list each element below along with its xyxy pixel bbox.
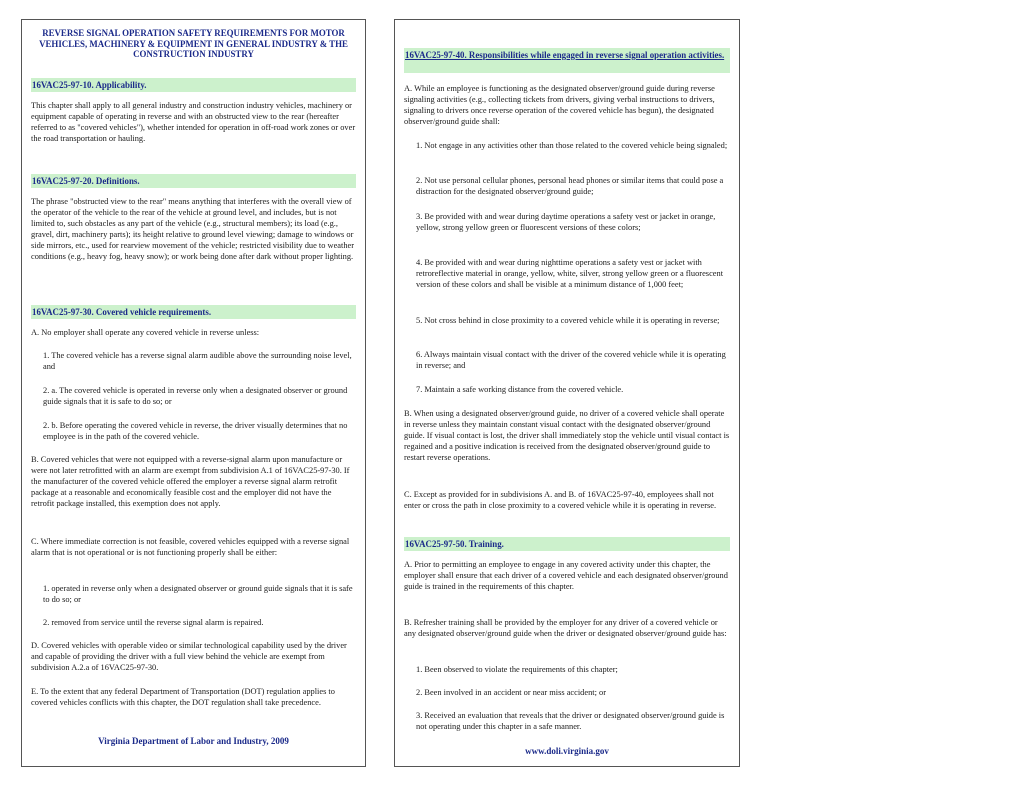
training-item-3: 3. Received an evaluation that reveals that the driver or designated observer/ground guide is not operating under this chapter in a safe manner. (416, 711, 725, 731)
responsibilities-item-7: 7. Maintain a safe working distance from the covered vehicle. (416, 385, 624, 394)
training-para-a: A. Prior to permitting an employee to engage in any covered activity under this chapter, the employer shall ensure that each driver of a covered vehicle and each designated observer/ground guide is trained in the requirements of this chapter. (404, 560, 728, 591)
training-para-b: B. Refresher training shall be provided by the employer for any driver of a covered vehicle or any designated observer/ground guide when the driver or designated observer/ground guide has: (404, 618, 727, 638)
covered-vehicle-item-c2: 2. removed from service until the reverse signal alarm is repaired. (43, 618, 264, 627)
covered-vehicle-item-c1: 1. operated in reverse only when a designated observer or ground guide signals that it is safe to do so; or (43, 584, 353, 604)
responsibilities-para-c: C. Except as provided for in subdivisions A. and B. of 16VAC25-97-40, employees shall not enter or cross the path in close proximity to a covered vehicle while it is operating in reverse. (404, 490, 717, 510)
covered-vehicle-item-a2b: 2. b. Before operating the covered vehicle in reverse, the driver visually determines that no employee is in the path of the covered vehicle. (43, 421, 348, 441)
section-heading-definitions: 16VAC25-97-20. Definitions. (31, 174, 356, 188)
applicability-text: This chapter shall apply to all general industry and construction industry vehicles, machinery or equipment capable of operating in reverse and with an obstructed view to the rear (hereafter referred to as "covered vehicles"), whether intended for operation in off-road work zones or over the road transportation or hauling. (31, 101, 356, 143)
responsibilities-item-6: 6. Always maintain visual contact with the driver of the covered vehicle while it is operating in reverse; and (416, 350, 726, 370)
right-page-panel (394, 19, 740, 767)
responsibilities-item-1: 1. Not engage in any activities other than those related to the covered vehicle being signaled; (416, 141, 728, 150)
section-heading-applicability: 16VAC25-97-10. Applicability. (31, 78, 356, 92)
covered-vehicle-para-d: D. Covered vehicles with operable video or similar technological capability used by the driver and capable of providing the driver with a full view behind the vehicle are exempt from subdivision A.2.a of 16VAC25-97-30. (31, 641, 347, 672)
left-footer: Virginia Department of Labor and Industry, 2009 (98, 736, 289, 746)
responsibilities-item-2: 2. Not use personal cellular phones, personal head phones or similar items that could pose a distraction for the designated observer/ground guide; (416, 176, 724, 196)
covered-vehicle-para-c: C. Where immediate correction is not feasible, covered vehicles equipped with a reverse signal alarm that is not operational or is not functioning properly shall be either: (31, 537, 350, 557)
section-heading-covered-vehicle: 16VAC25-97-30. Covered vehicle requirements. (31, 305, 356, 319)
responsibilities-para-a: A. While an employee is functioning as the designated observer/ground guide during reverse signaling activities (e.g., collecting tickets from drivers, giving verbal instructions to drivers, signaling to drivers once reverse operation of the covered vehicle has begun), the designated observer/ground guide shall: (404, 84, 715, 126)
left-page-panel (21, 19, 366, 767)
training-item-2: 2. Been involved in an accident or near miss accident; or (416, 688, 606, 697)
covered-vehicle-para-e: E. To the extent that any federal Department of Transportation (DOT) regulation applies to covered vehicles conflicts with this chapter, the DOT regulation shall take precedence. (31, 687, 335, 707)
covered-vehicle-item-a1: 1. The covered vehicle has a reverse signal alarm audible above the surrounding noise level, and (43, 351, 352, 371)
definitions-text: The phrase "obstructed view to the rear" means anything that interferes with the overall view of the operator of the vehicle to the rear of the vehicle at ground level, and includes, but is not limited to, such obstacles as any part of the vehicle (e.g., structural members); its load (e.g., gravel, dirt, machinery parts); its height relative to ground level viewing; damage to windows or side mirrors, etc., used for rearview movement of the vehicle; restricted visibility due to weather conditions (e.g., heavy fog, heavy snow); or work being done after dark without proper lighting. (31, 197, 355, 261)
covered-vehicle-item-a2a: 2. a. The covered vehicle is operated in reverse only when a designated observer or ground guide signals that it is safe to do so; or (43, 386, 348, 406)
document-title: REVERSE SIGNAL OPERATION SAFETY REQUIREMENTS FOR MOTOR VEHICLES, MACHINERY & EQUIPMENT IN GENERAL INDUSTRY & THE CONSTRUCTION INDUSTRY (39, 28, 348, 60)
right-footer: www.doli.virginia.gov (525, 746, 609, 756)
responsibilities-item-4: 4. Be provided with and wear during nighttime operations a safety vest or jacket with retroreflective material in orange, yellow, white, silver, strong yellow green or a fluorescent version of these colors and shall be visible at a minimum distance of 1,000 feet; (416, 258, 724, 289)
covered-vehicle-para-a: A. No employer shall operate any covered vehicle in reverse unless: (31, 328, 260, 337)
section-heading-training: 16VAC25-97-50. Training. (404, 537, 730, 551)
covered-vehicle-para-b: B. Covered vehicles that were not equipped with a reverse-signal alarm upon manufacture or were not later retrofitted with an alarm are exempt from subdivision A.1 of 16VAC25-97-30. If the manufacturer of the covered vehicle offered the employer a reverse signal alarm retrofit package at a reasonable and economically feasible cost and the employer did not have the retrofit package installed, this exemption does not apply. (31, 455, 350, 508)
responsibilities-item-3: 3. Be provided with and wear during daytime operations a safety vest or jacket in orange, yellow, strong yellow green or fluorescent versions of these colors; (416, 212, 716, 232)
responsibilities-item-5: 5. Not cross behind in close proximity to a covered vehicle while it is operating in reverse; (416, 316, 720, 325)
training-item-1: 1. Been observed to violate the requirements of this chapter; (416, 665, 618, 674)
section-heading-responsibilities: 16VAC25-97-40. Responsibilities while engaged in reverse signal operation activities. (404, 48, 730, 73)
responsibilities-para-b: B. When using a designated observer/ground guide, no driver of a covered vehicle shall operate in reverse unless they maintain constant visual contact with the designated observer/ground guide. If visual contact is lost, the driver shall immediately stop the vehicle until visual contact is regained and a positive indication is received from the designated observer/ground guide to restart reverse operations. (404, 409, 730, 462)
